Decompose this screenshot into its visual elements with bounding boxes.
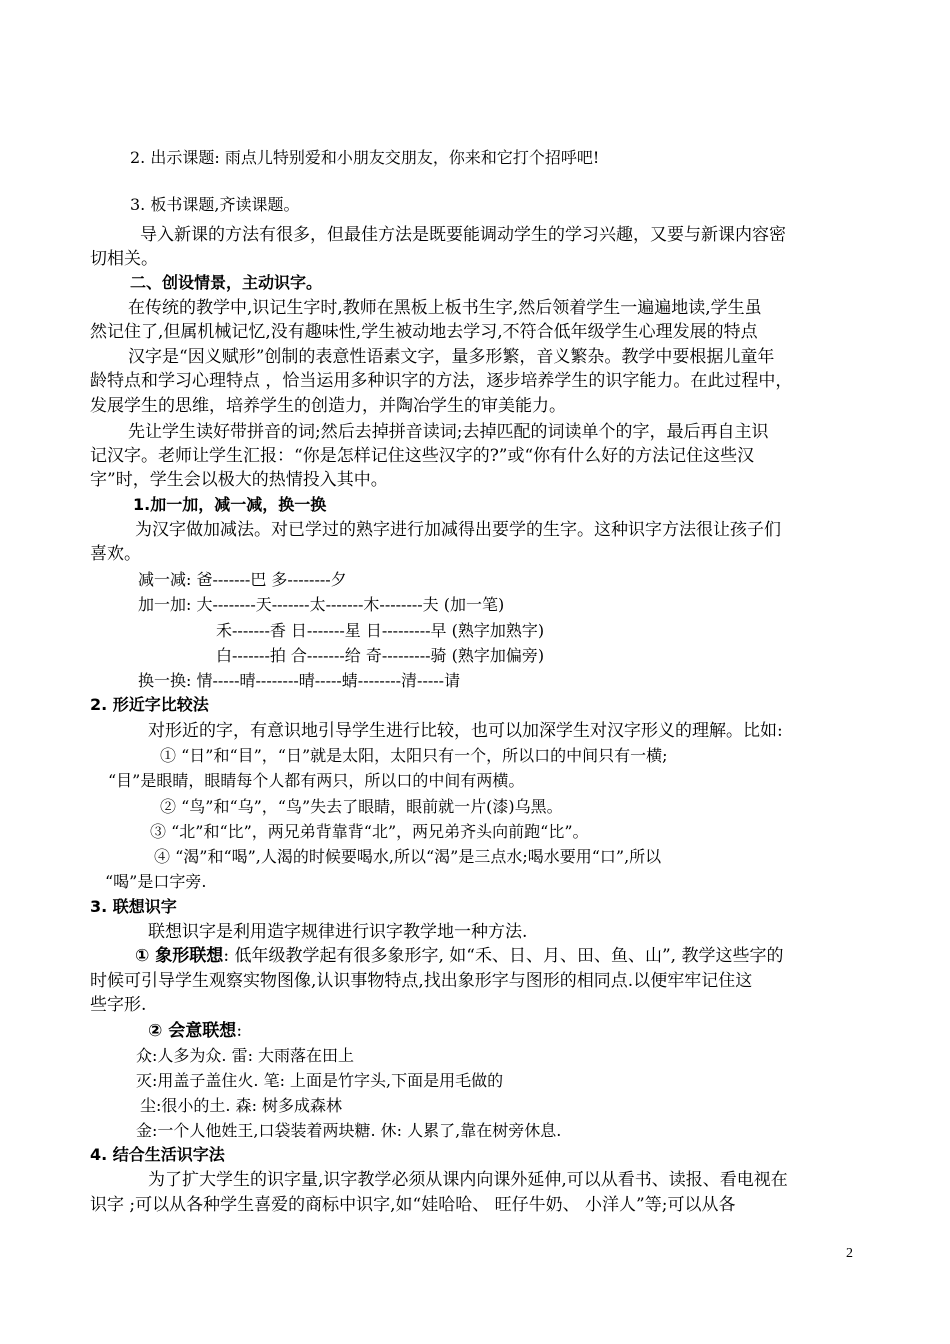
- example-line: 加一加: 大--------天-------太-------木--------夫 (加一笔): [138, 595, 505, 614]
- text-line: 发展学生的思维，培养学生的创造力，并陶冶学生的审美能力。: [90, 396, 566, 416]
- example-line: 金:一个人他姓王,口袋装着两块糖. 休: 人累了,靠在树旁休息.: [136, 1121, 562, 1140]
- text-line: 汉字是“因义赋形”创制的表意性语素文字，量多形繁，音义繁杂。教学中要根据儿童年: [128, 347, 775, 367]
- text-line: 些字形.: [90, 995, 147, 1015]
- text-line: 龄特点和学习心理特点 ，恰当运用多种识字的方法，逐步培养学生的识字能力。在此过程中，: [90, 371, 793, 391]
- text-line: ③ “北”和“比”，两兄弟背靠背“北”，两兄弟齐头向前跑“比”。: [150, 822, 589, 841]
- text-line: 记汉字。老师让学生汇报：“你是怎样记住这些汉字的?”或“你有什么好的方法记住这些汉: [90, 446, 755, 466]
- text-line: 识字 ;可以从各种学生喜爱的商标中识字,如“娃哈哈、 旺仔牛奶、 小洋人”等;可以从各: [90, 1195, 736, 1215]
- section-heading: 二、创设情景，主动识字。: [130, 273, 323, 292]
- text-line: 为汉字做加减法。对已学过的熟字进行加减得出要学的生字。这种识字方法很让孩子们: [135, 520, 781, 540]
- subsection-heading: 4. 结合生活识字法: [90, 1145, 225, 1164]
- text-line: 时候可引导学生观察实物图像,认识事物特点,找出象形字与图形的相同点.以便牢牢记住这: [90, 971, 753, 991]
- text-line: 对形近的字，有意识地引导学生进行比较，也可以加深学生对汉字形义的理解。比如:: [148, 721, 783, 741]
- example-line: 尘:很小的土. 森: 树多成森林: [140, 1096, 343, 1115]
- inline-text: :: [236, 1021, 243, 1041]
- text-line: ④ “渴”和“喝”,人渴的时候要喝水,所以“渴”是三点水;喝水要用“口”,所以: [154, 847, 662, 866]
- text-line: 字”时，学生会以极大的热情投入其中。: [90, 470, 388, 490]
- text-line: 3. 板书课题,齐读课题。: [130, 195, 300, 214]
- text-line: ① “日”和“目”，“日”就是太阳，太阳只有一个，所以口的中间只有一横;: [160, 746, 668, 765]
- text-line: “喝”是口字旁.: [105, 872, 207, 891]
- text-line: “目”是眼睛，眼睛每个人都有两只，所以口的中间有两横。: [108, 771, 525, 790]
- text-line: 为了扩大学生的识字量,识字教学必须从课内向课外延伸,可以从看书、读报、看电视在: [148, 1170, 788, 1190]
- text-line: [148, 1019, 242, 1043]
- example-line: 白-------拍 合-------给 奇---------骑 (熟字加偏旁): [216, 646, 545, 665]
- example-line: 减一减: 爸-------巴 多--------夕: [138, 570, 347, 589]
- text-line: 切相关。: [90, 249, 158, 269]
- text-line: [135, 944, 783, 968]
- example-line: 灭:用盖子盖住火. 笔: 上面是竹字头,下面是用毛做的: [136, 1071, 504, 1090]
- example-line: 众:人多为众. 雷: 大雨落在田上: [136, 1046, 355, 1065]
- text-line: 在传统的教学中,识记生字时,教师在黑板上板书生字,然后领着学生一遍遍地读,学生虽: [128, 298, 762, 318]
- inline-heading: ② 会意联想: [148, 1021, 237, 1041]
- subsection-heading: 3. 联想识字: [90, 897, 177, 916]
- inline-heading: ① 象形联想: [135, 946, 224, 966]
- text-line: 先让学生读好带拼音的词;然后去掉拼音读词;去掉匹配的词读单个的字，最后再自主识: [128, 422, 769, 442]
- text-line: 然记住了,但属机械记忆,没有趣味性,学生被动地去学习,不符合低年级学生心理发展的特点: [90, 322, 758, 342]
- example-line: 禾-------香 日-------星 日---------早 (熟字加熟字): [216, 621, 545, 640]
- subsection-heading: 2. 形近字比较法: [90, 695, 209, 714]
- text-line: 导入新课的方法有很多，但最佳方法是既要能调动学生的学习兴趣，又要与新课内容密: [140, 225, 786, 245]
- inline-text: : 低年级教学起有很多象形字, 如“禾、日、月、田、鱼、山”, 教学这些字的: [223, 946, 784, 966]
- text-line: 2. 出示课题: 雨点儿特别爱和小朋友交朋友，你来和它打个招呼吧!: [130, 148, 600, 167]
- text-line: 喜欢。: [90, 544, 141, 564]
- text-line: 联想识字是利用造字规律进行识字教学地一种方法.: [148, 922, 528, 942]
- text-line: ② “鸟”和“乌”，“鸟”失去了眼睛，眼前就一片(漆)乌黑。: [160, 797, 563, 816]
- example-line: 换一换: 情-----晴--------晴-----蜻--------清-----请: [138, 671, 461, 690]
- page-number: 2: [846, 1246, 853, 1261]
- subsection-heading: 1.加一加，减一减，换一换: [133, 495, 327, 514]
